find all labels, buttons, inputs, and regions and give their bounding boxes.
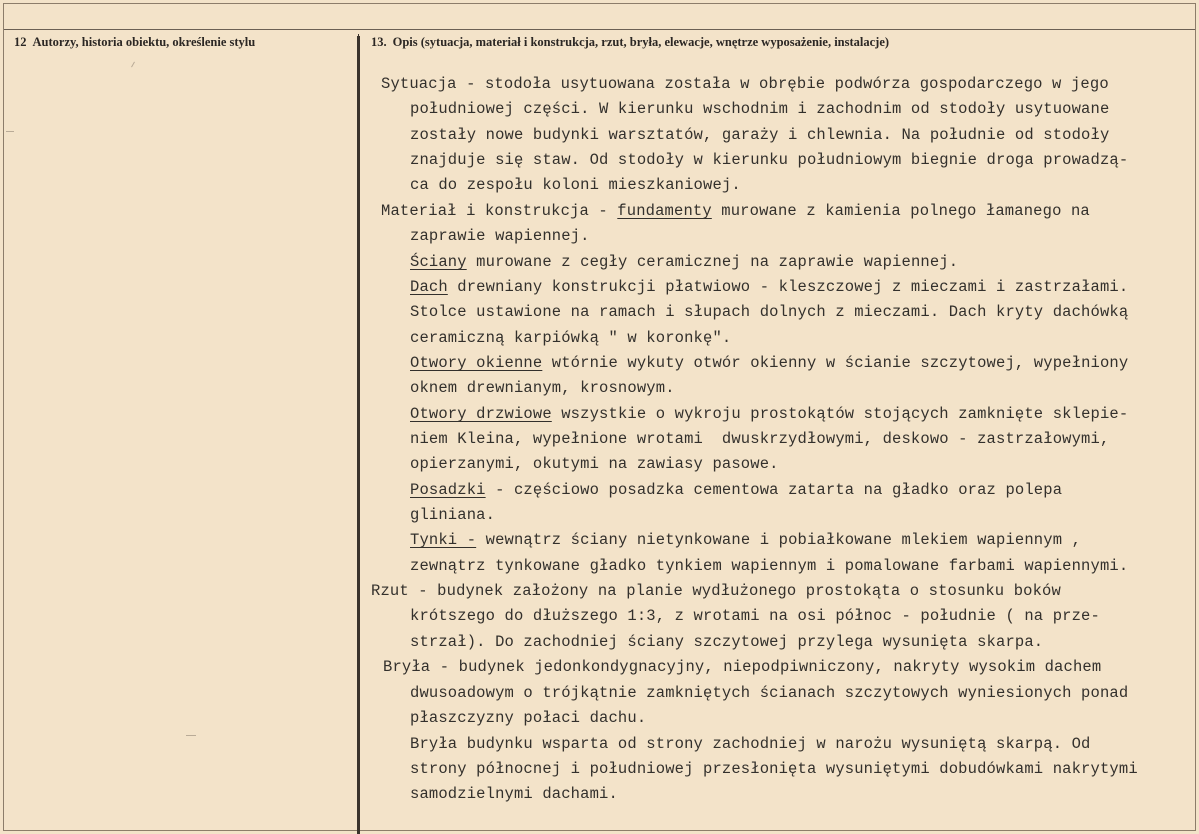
line-text: oknem drewnianym, krosnowym. bbox=[410, 379, 675, 397]
text-line bbox=[410, 506, 495, 524]
section-13-header bbox=[371, 35, 889, 50]
line-text: dwusoadowym o trójkątnie zamkniętych ścianach szczytowych wyniesionych ponad bbox=[410, 684, 1129, 702]
line-text: wszystkie o wykroju prostokątów stojących zamknięte sklepie- bbox=[551, 405, 1129, 423]
underlined-term: fundamenty bbox=[617, 202, 712, 220]
header-rule bbox=[4, 29, 1195, 30]
line-text: płaszczyzny połaci dachu. bbox=[410, 709, 647, 727]
line-text: Sytuacja - stodoła usytuowana została w obrębie podwórza gospodarczego w jego bbox=[381, 75, 1109, 93]
column-divider bbox=[357, 36, 360, 834]
text-line bbox=[410, 354, 1128, 372]
underlined-term: Otwory drzwiowe bbox=[410, 405, 552, 423]
section-12-header bbox=[14, 35, 255, 50]
line-text: Bryła budynku wsparta od strony zachodniej w narożu wysuniętą skarpą. Od bbox=[410, 735, 1091, 753]
margin-mark bbox=[186, 735, 196, 736]
text-line bbox=[410, 303, 1128, 321]
text-line bbox=[410, 735, 1091, 753]
text-line bbox=[410, 455, 779, 473]
underlined-term: Otwory okienne bbox=[410, 354, 543, 372]
text-line bbox=[410, 126, 1109, 144]
line-text: krótszego do dłuższego 1:3, z wrotami na osi północ - południe ( na prze- bbox=[410, 607, 1100, 625]
line-text: opierzanymi, okutymi na zawiasy pasowe. bbox=[410, 455, 779, 473]
text-line bbox=[410, 100, 1109, 118]
line-text: zewnątrz tynkowane gładko tynkiem wapiennym i pomalowane farbami wapiennymi. bbox=[410, 557, 1129, 575]
section-number: 12 bbox=[14, 35, 27, 49]
text-line bbox=[381, 202, 1090, 220]
text-line bbox=[410, 151, 1128, 169]
text-line bbox=[383, 658, 1101, 676]
text-line bbox=[410, 607, 1100, 625]
text-line bbox=[381, 75, 1109, 93]
line-text: południowej części. W kierunku wschodnim i zachodnim od stodoły usytuowane bbox=[410, 100, 1110, 118]
text-line bbox=[410, 785, 618, 803]
line-text: drewniany konstrukcji płatwiowo - kleszczowej z mieczami i zastrzałami. bbox=[447, 278, 1129, 296]
text-line bbox=[410, 227, 590, 245]
line-text: samodzielnymi dachami. bbox=[410, 785, 618, 803]
underlined-term: Tynki - bbox=[410, 531, 477, 549]
underlined-term: Ściany bbox=[410, 253, 467, 271]
line-text: zaprawie wapiennej. bbox=[410, 227, 590, 245]
line-text: Rzut - budynek założony na planie wydłużonego prostokąta o stosunku boków bbox=[371, 582, 1061, 600]
margin-mark bbox=[6, 131, 14, 132]
text-line bbox=[410, 176, 741, 194]
underlined-term: Posadzki bbox=[410, 481, 486, 499]
section-title: Opis (sytuacja, materiał i konstrukcja, rzut, bryła, elewacje, wnętrze wyposażenie, instalacje) bbox=[392, 35, 890, 49]
line-text: murowane z cegły ceramicznej na zaprawie wapiennej. bbox=[466, 253, 959, 271]
text-line bbox=[410, 405, 1128, 423]
line-text: strony północnej i południowej przesłonięta wysuniętymi dobudówkami nakrytymi bbox=[410, 760, 1138, 778]
text-line bbox=[410, 278, 1128, 296]
line-text: Materiał i konstrukcja - bbox=[381, 202, 618, 220]
text-line bbox=[410, 557, 1128, 575]
line-text: niem Kleina, wypełnione wrotami dwuskrzydłowymi, deskowo - zastrzałowymi, bbox=[410, 430, 1110, 448]
line-text: - częściowo posadzka cementowa zatarta na gładko oraz polepa bbox=[485, 481, 1063, 499]
text-line bbox=[410, 531, 1081, 549]
underlined-term: Dach bbox=[410, 278, 448, 296]
line-text: strzał). Do zachodniej ściany szczytowej przylega wysunięta skarpa. bbox=[410, 633, 1044, 651]
text-line bbox=[410, 684, 1128, 702]
line-text: murowane z kamienia polnego łamanego na bbox=[711, 202, 1090, 220]
line-text: zostały nowe budynki warsztatów, garaży i chlewnia. Na południe od stodoły bbox=[410, 126, 1110, 144]
text-line bbox=[410, 329, 731, 347]
text-line bbox=[410, 760, 1138, 778]
text-line bbox=[371, 582, 1061, 600]
line-text: znajduje się staw. Od stodoły w kierunku południowym biegnie droga prowadzą- bbox=[410, 151, 1129, 169]
text-line bbox=[410, 633, 1043, 651]
text-line bbox=[410, 481, 1062, 499]
line-text: wtórnie wykuty otwór okienny w ścianie szczytowej, wypełniony bbox=[542, 354, 1129, 372]
line-text: wewnątrz ściany nietynkowane i pobiałkowane mlekiem wapiennym , bbox=[476, 531, 1082, 549]
line-text: Bryła - budynek jedonkondygnacyjny, niepodpiwniczony, nakryty wysokim dachem bbox=[383, 658, 1102, 676]
section-title: Autorzy, historia obiektu, określenie stylu bbox=[32, 35, 256, 49]
text-line bbox=[410, 253, 958, 271]
line-text: ca do zespołu koloni mieszkaniowej. bbox=[410, 176, 741, 194]
line-text: gliniana. bbox=[410, 506, 496, 524]
line-text: ceramiczną karpiówką " w koronkę". bbox=[410, 329, 732, 347]
text-line bbox=[410, 430, 1109, 448]
section-number: 13. bbox=[371, 35, 387, 49]
text-line bbox=[410, 379, 675, 397]
text-line bbox=[410, 709, 646, 727]
line-text: Stolce ustawione na ramach i słupach dolnych z mieczami. Dach kryty dachówką bbox=[410, 303, 1129, 321]
